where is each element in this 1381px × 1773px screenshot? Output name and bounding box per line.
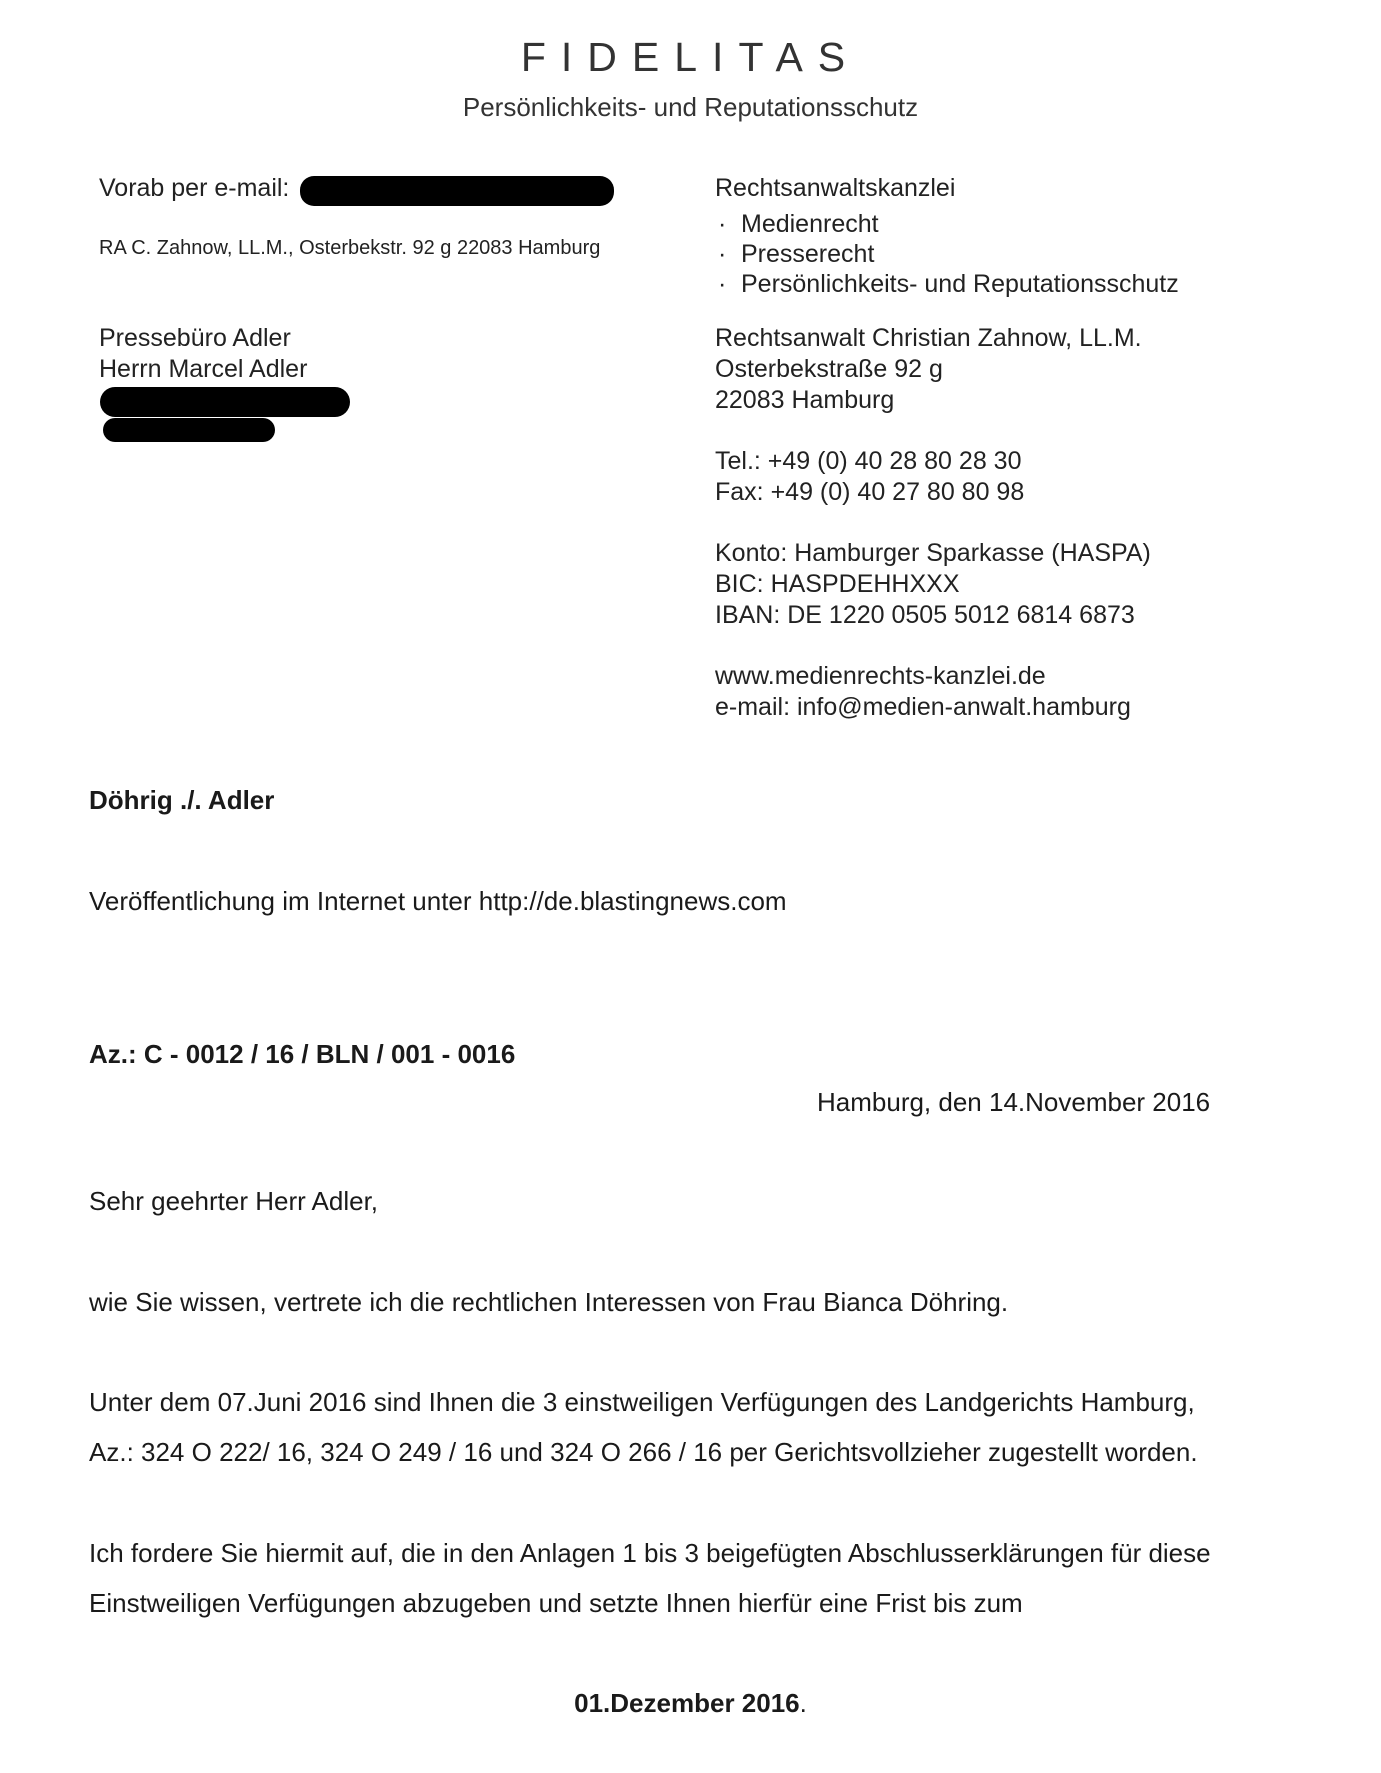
firm-phone: Tel.: +49 (0) 40 28 80 28 30 (715, 447, 1022, 475)
paragraph-2-line-1: Unter dem 07.Juni 2016 sind Ihnen die 3 einstweiligen Verfügungen des Landgerichts Hamburg, (89, 1387, 1195, 1417)
deadline-date: 01.Dezember 2016 (574, 1688, 800, 1718)
redacted-address-line-1 (100, 387, 350, 417)
recipient-line-1: Pressebüro Adler (99, 324, 291, 352)
firm-heading: Rechtsanwaltskanzlei (715, 174, 956, 202)
paragraph-1: wie Sie wissen, vertrete ich die rechtlichen Interessen von Frau Bianca Döhring. (89, 1287, 1009, 1317)
firm-website[interactable]: www.medienrechts-kanzlei.de (715, 662, 1046, 690)
firm-fax: Fax: +49 (0) 40 27 80 80 98 (715, 478, 1025, 506)
bullet-glyph: · (718, 210, 727, 238)
bullet-glyph: · (718, 240, 727, 268)
subject-line: Veröffentlichung im Internet unter http://de.blastingnews.com (89, 886, 787, 916)
reference-number: Az.: C - 0012 / 16 / BLN / 001 - 0016 (89, 1039, 516, 1069)
letter-date: Hamburg, den 14.November 2016 (817, 1087, 1211, 1117)
bank-bic: BIC: HASPDEHHXXX (715, 570, 960, 598)
firm-street: Osterbekstraße 92 g (715, 355, 943, 383)
paragraph-3-line-2: Einstweiligen Verfügungen abzugeben und setzte Ihnen hierfür eine Frist bis zum (89, 1588, 1023, 1618)
practice-area-label: Medienrecht (741, 210, 879, 238)
bank-account: Konto: Hamburger Sparkasse (HASPA) (715, 539, 1151, 567)
practice-area-item (715, 209, 879, 240)
letterhead-tagline: Persönlichkeits- und Reputationsschutz (462, 92, 919, 122)
practice-area-item (715, 269, 1179, 300)
vorab-email-label: Vorab per e-mail: (99, 174, 290, 202)
bank-iban: IBAN: DE 1220 0505 5012 6814 6873 (715, 601, 1135, 629)
paragraph-2-line-2: Az.: 324 O 222/ 16, 324 O 249 / 16 und 324 O 266 / 16 per Gerichtsvollzieher zugestellt worden. (89, 1437, 1198, 1467)
bullet-glyph: · (718, 270, 727, 298)
deadline-line (0, 1688, 1381, 1719)
case-title: Döhrig ./. Adler (89, 785, 275, 815)
lawyer-name: Rechtsanwalt Christian Zahnow, LL.M. (715, 324, 1142, 352)
practice-area-label: Persönlichkeits- und Reputationsschutz (741, 270, 1179, 298)
firm-city: 22083 Hamburg (715, 386, 895, 414)
letterhead-brand: FIDELITAS (520, 34, 861, 80)
practice-area-label: Presserecht (741, 240, 875, 268)
practice-area-item (715, 239, 874, 270)
deadline-punctuation: . (799, 1688, 807, 1718)
redacted-email (300, 176, 614, 206)
paragraph-3-line-1: Ich fordere Sie hiermit auf, die in den Anlagen 1 bis 3 beigefügten Abschlusserklärungen für diese (89, 1538, 1211, 1568)
return-address-line: RA C. Zahnow, LL.M., Osterbekstr. 92 g 22083 Hamburg (99, 237, 601, 259)
firm-email[interactable]: e-mail: info@medien-anwalt.hamburg (715, 693, 1131, 721)
salutation: Sehr geehrter Herr Adler, (89, 1186, 379, 1216)
recipient-line-2: Herrn Marcel Adler (99, 355, 308, 383)
redacted-address-line-2 (103, 418, 275, 442)
